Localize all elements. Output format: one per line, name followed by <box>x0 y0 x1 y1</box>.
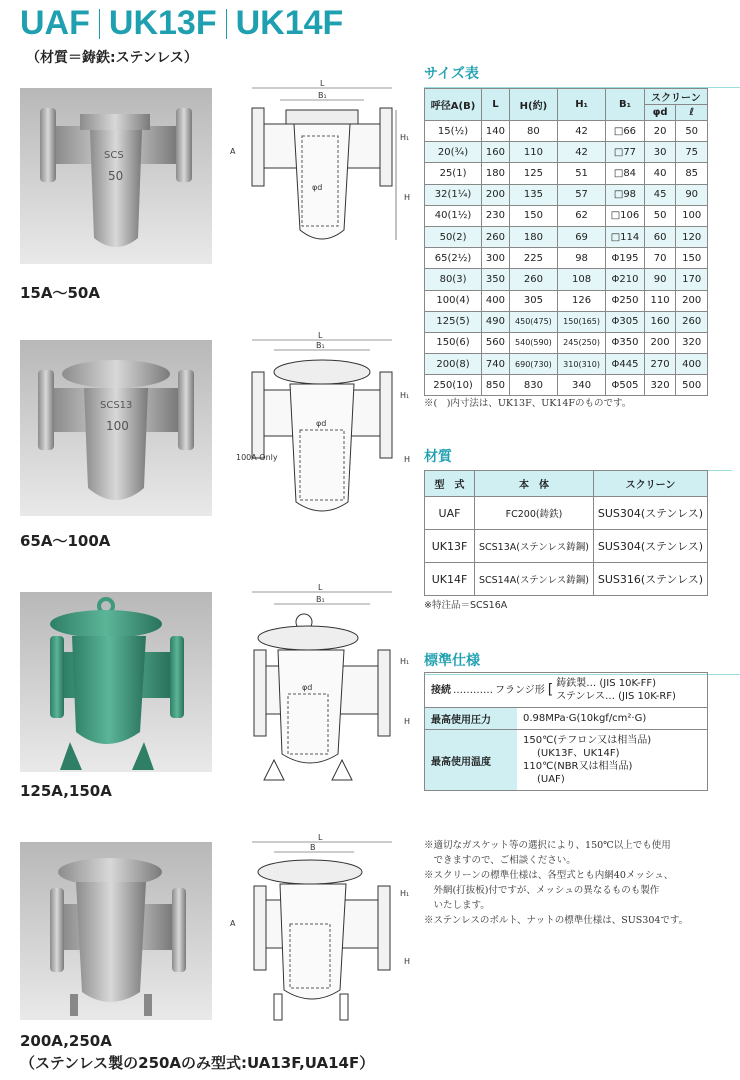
table-cell: Φ250 <box>606 290 645 311</box>
svg-text:50: 50 <box>108 169 124 183</box>
table-cell: 70 <box>644 248 676 269</box>
table-cell: SUS316(ステンレス) <box>593 563 707 596</box>
table-cell: 69 <box>557 226 605 247</box>
table-cell: 51 <box>557 163 605 184</box>
caption-4b: （ステンレス製の250Aのみ型式:UA13F,UA14F） <box>20 1054 375 1072</box>
drawing-200a-250a <box>224 834 420 1024</box>
spec-conn-label: 接続 <box>431 684 451 696</box>
table-cell: 15(½) <box>425 121 482 142</box>
table-cell: 245(250) <box>557 332 605 353</box>
table-row <box>425 497 708 530</box>
svg-text:H: H <box>404 957 411 966</box>
spec-conn-flange: フランジ形 <box>495 684 545 696</box>
svg-text:A: A <box>230 919 236 928</box>
table-cell: 160 <box>644 311 676 332</box>
table-cell: 40 <box>644 163 676 184</box>
table-cell: 110 <box>644 290 676 311</box>
table-cell: Φ210 <box>606 269 645 290</box>
table-cell: □98 <box>606 184 645 205</box>
table-cell: 80 <box>509 121 557 142</box>
table-cell: SCS14A(ステンレス鋳鋼) <box>475 563 594 596</box>
table-cell: 100 <box>676 205 708 226</box>
spec-conn-dots: ………… <box>453 684 493 696</box>
material-header: スクリーン <box>593 471 707 497</box>
table-cell: 50 <box>676 121 708 142</box>
svg-text:φd: φd <box>302 683 313 692</box>
svg-text:H: H <box>404 455 411 464</box>
spec-temp-l4: (UAF) <box>537 774 565 785</box>
table-cell: 200 <box>482 184 510 205</box>
table-row <box>425 332 708 353</box>
caption-3: 125A,150A <box>20 782 112 800</box>
table-cell: 225 <box>509 248 557 269</box>
table-cell: FC200(鋳鉄) <box>475 497 594 530</box>
svg-text:φd: φd <box>316 419 327 428</box>
spec-temp-label: 最高使用温度 <box>425 730 517 790</box>
table-cell: 100(4) <box>425 290 482 311</box>
spec-row-connection: 接続 ………… フランジ形 [ 鋳鉄製… (JIS 10K-FF) ステンレス… (JIS 10K-RF) <box>425 673 707 708</box>
title-uaf: UAF <box>20 4 90 42</box>
drawing-65a-100a <box>224 332 420 528</box>
subtitle: （材質＝鋳鉄:ステンレス） <box>26 50 198 66</box>
spec-heading: 標準仕様 <box>424 650 480 670</box>
table-row <box>425 375 708 396</box>
table-cell: 125 <box>509 163 557 184</box>
table-cell: 850 <box>482 375 510 396</box>
drawing-125a-150a <box>224 584 420 784</box>
table-cell: 65(2½) <box>425 248 482 269</box>
table-row <box>425 121 708 142</box>
table-cell: 150(6) <box>425 332 482 353</box>
table-row <box>425 226 708 247</box>
table-cell: 32(1¼) <box>425 184 482 205</box>
table-cell: 75 <box>676 142 708 163</box>
size-header: H₁ <box>557 89 605 121</box>
table-cell: 50(2) <box>425 226 482 247</box>
table-cell: 57 <box>557 184 605 205</box>
table-cell: 490 <box>482 311 510 332</box>
table-cell: 270 <box>644 354 676 375</box>
footnotes <box>424 838 688 928</box>
table-cell: 42 <box>557 121 605 142</box>
table-cell: 830 <box>509 375 557 396</box>
table-cell: 260 <box>482 226 510 247</box>
table-cell: 108 <box>557 269 605 290</box>
table-cell: 320 <box>676 332 708 353</box>
svg-text:H: H <box>404 717 411 726</box>
table-cell: □114 <box>606 226 645 247</box>
table-cell: 560 <box>482 332 510 353</box>
spec-row-pressure <box>425 708 707 730</box>
table-cell: 150 <box>509 205 557 226</box>
table-cell: 250(10) <box>425 375 482 396</box>
table-cell: Φ505 <box>606 375 645 396</box>
table-cell: 200(8) <box>425 354 482 375</box>
table-row <box>425 142 708 163</box>
caption-4a: 200A,250A <box>20 1032 112 1050</box>
table-cell: 85 <box>676 163 708 184</box>
table-cell: 350 <box>482 269 510 290</box>
spec-pres-val: 0.98MPa·G(10kgf/cm²·G) <box>523 713 647 724</box>
table-cell: 126 <box>557 290 605 311</box>
table-cell: 60 <box>644 226 676 247</box>
svg-text:H₁: H₁ <box>400 133 410 142</box>
table-cell: 40(1½) <box>425 205 482 226</box>
table-cell: Φ350 <box>606 332 645 353</box>
table-row <box>425 163 708 184</box>
svg-text:A: A <box>230 147 236 156</box>
footnote-line: 外網(打抜板)付ですが、メッシュの異なるものも製作 <box>424 885 660 896</box>
svg-text:H₁: H₁ <box>400 391 410 400</box>
table-cell: 180 <box>509 226 557 247</box>
table-cell: □77 <box>606 142 645 163</box>
material-table <box>424 470 708 596</box>
table-cell: SCS13A(ステンレス鋳鋼) <box>475 530 594 563</box>
material-note: ※特注品＝SCS16A <box>424 600 508 611</box>
spec-pres-label: 最高使用圧力 <box>425 708 517 729</box>
table-cell: 305 <box>509 290 557 311</box>
svg-text:B₁: B₁ <box>316 595 325 604</box>
footnote-line: いたします。 <box>424 900 490 911</box>
material-header: 型 式 <box>425 471 475 497</box>
size-header: H(約) <box>509 89 557 121</box>
photo-125a-150a <box>20 592 212 772</box>
table-cell: 300 <box>482 248 510 269</box>
caption-2: 65A～100A <box>20 532 111 550</box>
table-row <box>425 311 708 332</box>
table-cell: 50 <box>644 205 676 226</box>
table-cell: 20(¾) <box>425 142 482 163</box>
title-uk13f: UK13F <box>108 4 217 42</box>
table-cell: Φ305 <box>606 311 645 332</box>
footnote-line: ※スクリーンの標準仕様は、各型式とも内網40メッシュ、 <box>424 870 674 881</box>
size-table-note: ※( )内寸法は、UK13F、UK14Fのものです。 <box>424 398 632 409</box>
table-row <box>425 184 708 205</box>
footnote-line: ※適切なガスケット等の選択により、150℃以上でも使用 <box>424 840 671 851</box>
size-header: φd <box>644 105 676 121</box>
table-cell: 260 <box>509 269 557 290</box>
svg-text:L: L <box>318 332 323 340</box>
svg-text:H₁: H₁ <box>400 657 410 666</box>
size-table-body <box>425 121 708 396</box>
size-table-heading: サイズ表 <box>424 63 479 83</box>
svg-text:B₁: B₁ <box>318 91 327 100</box>
table-row <box>425 205 708 226</box>
svg-text:100: 100 <box>106 419 129 433</box>
size-header: L <box>482 89 510 121</box>
table-cell: 540(590) <box>509 332 557 353</box>
spec-row-temperature <box>425 730 707 790</box>
title-uk14f: UK14F <box>235 4 344 42</box>
table-cell: 140 <box>482 121 510 142</box>
caption-1: 15A～50A <box>20 284 100 302</box>
spec-temp-l2: (UK13F、UK14F) <box>537 748 620 759</box>
table-cell: 260 <box>676 311 708 332</box>
svg-text:SCS13: SCS13 <box>100 400 133 411</box>
table-cell: 42 <box>557 142 605 163</box>
table-cell: 200 <box>644 332 676 353</box>
spec-temp-l1: 150℃(テフロン又は相当品) <box>523 735 652 746</box>
svg-text:L: L <box>318 584 323 592</box>
svg-text:100A Only: 100A Only <box>236 453 278 462</box>
spec-conn-v1: 鋳鉄製… (JIS 10K-FF) <box>556 678 656 689</box>
table-cell: 98 <box>557 248 605 269</box>
table-cell: 80(3) <box>425 269 482 290</box>
photo-200a-250a <box>20 842 212 1020</box>
table-cell: 90 <box>644 269 676 290</box>
svg-text:B₁: B₁ <box>316 341 325 350</box>
table-cell: Φ195 <box>606 248 645 269</box>
table-cell: 45 <box>644 184 676 205</box>
footnote-line: ※ステンレスのボルト、ナットの標準仕様は、SUS304です。 <box>424 915 689 926</box>
table-cell: 170 <box>676 269 708 290</box>
table-cell: 62 <box>557 205 605 226</box>
material-header: 本 体 <box>475 471 594 497</box>
table-row <box>425 248 708 269</box>
table-cell: 30 <box>644 142 676 163</box>
table-cell: UAF <box>425 497 475 530</box>
size-header: スクリーン <box>644 89 707 105</box>
table-cell: 230 <box>482 205 510 226</box>
table-cell: 120 <box>676 226 708 247</box>
table-cell: 150 <box>676 248 708 269</box>
svg-text:φd: φd <box>312 183 323 192</box>
table-row <box>425 354 708 375</box>
photo-65a-100a <box>20 340 212 516</box>
table-cell: 340 <box>557 375 605 396</box>
spec-temp-l3: 110℃(NBR又は相当品) <box>523 761 633 772</box>
table-row <box>425 563 708 596</box>
table-cell: 690(730) <box>509 354 557 375</box>
table-row <box>425 290 708 311</box>
table-cell: UK14F <box>425 563 475 596</box>
svg-text:B: B <box>310 843 316 852</box>
table-cell: 200 <box>676 290 708 311</box>
svg-text:SCS: SCS <box>104 150 124 161</box>
table-row <box>425 530 708 563</box>
table-cell: 160 <box>482 142 510 163</box>
size-table <box>424 88 708 396</box>
table-cell: 740 <box>482 354 510 375</box>
svg-text:H₁: H₁ <box>400 889 410 898</box>
material-table-body <box>425 497 708 596</box>
table-cell: 150(165) <box>557 311 605 332</box>
table-cell: 310(310) <box>557 354 605 375</box>
table-cell: 400 <box>676 354 708 375</box>
table-cell: SUS304(ステンレス) <box>593 497 707 530</box>
footnote-line: できますので、ご相談ください。 <box>424 855 576 866</box>
table-cell: 90 <box>676 184 708 205</box>
spec-box <box>424 672 708 791</box>
table-cell: UK13F <box>425 530 475 563</box>
table-cell: 20 <box>644 121 676 142</box>
table-cell: 25(1) <box>425 163 482 184</box>
size-header: 呼径A(B) <box>425 89 482 121</box>
size-header: B₁ <box>606 89 645 121</box>
table-cell: 135 <box>509 184 557 205</box>
table-cell: 110 <box>509 142 557 163</box>
table-cell: 180 <box>482 163 510 184</box>
drawing-15a-50a <box>224 80 420 270</box>
table-cell: Φ445 <box>606 354 645 375</box>
svg-text:H: H <box>404 193 411 202</box>
table-cell: □84 <box>606 163 645 184</box>
size-header: ℓ <box>676 105 708 121</box>
table-cell: 500 <box>676 375 708 396</box>
table-cell: SUS304(ステンレス) <box>593 530 707 563</box>
svg-text:L: L <box>320 80 325 88</box>
table-cell: 320 <box>644 375 676 396</box>
table-cell: □66 <box>606 121 645 142</box>
spec-conn-v2: ステンレス… (JIS 10K-RF) <box>556 691 676 702</box>
table-cell: □106 <box>606 205 645 226</box>
table-cell: 125(5) <box>425 311 482 332</box>
table-row <box>425 269 708 290</box>
photo-15a-50a <box>20 88 212 264</box>
svg-text:L: L <box>318 834 323 842</box>
table-cell: 450(475) <box>509 311 557 332</box>
page-title <box>20 4 343 43</box>
material-heading: 材質 <box>424 446 452 466</box>
table-cell: 400 <box>482 290 510 311</box>
